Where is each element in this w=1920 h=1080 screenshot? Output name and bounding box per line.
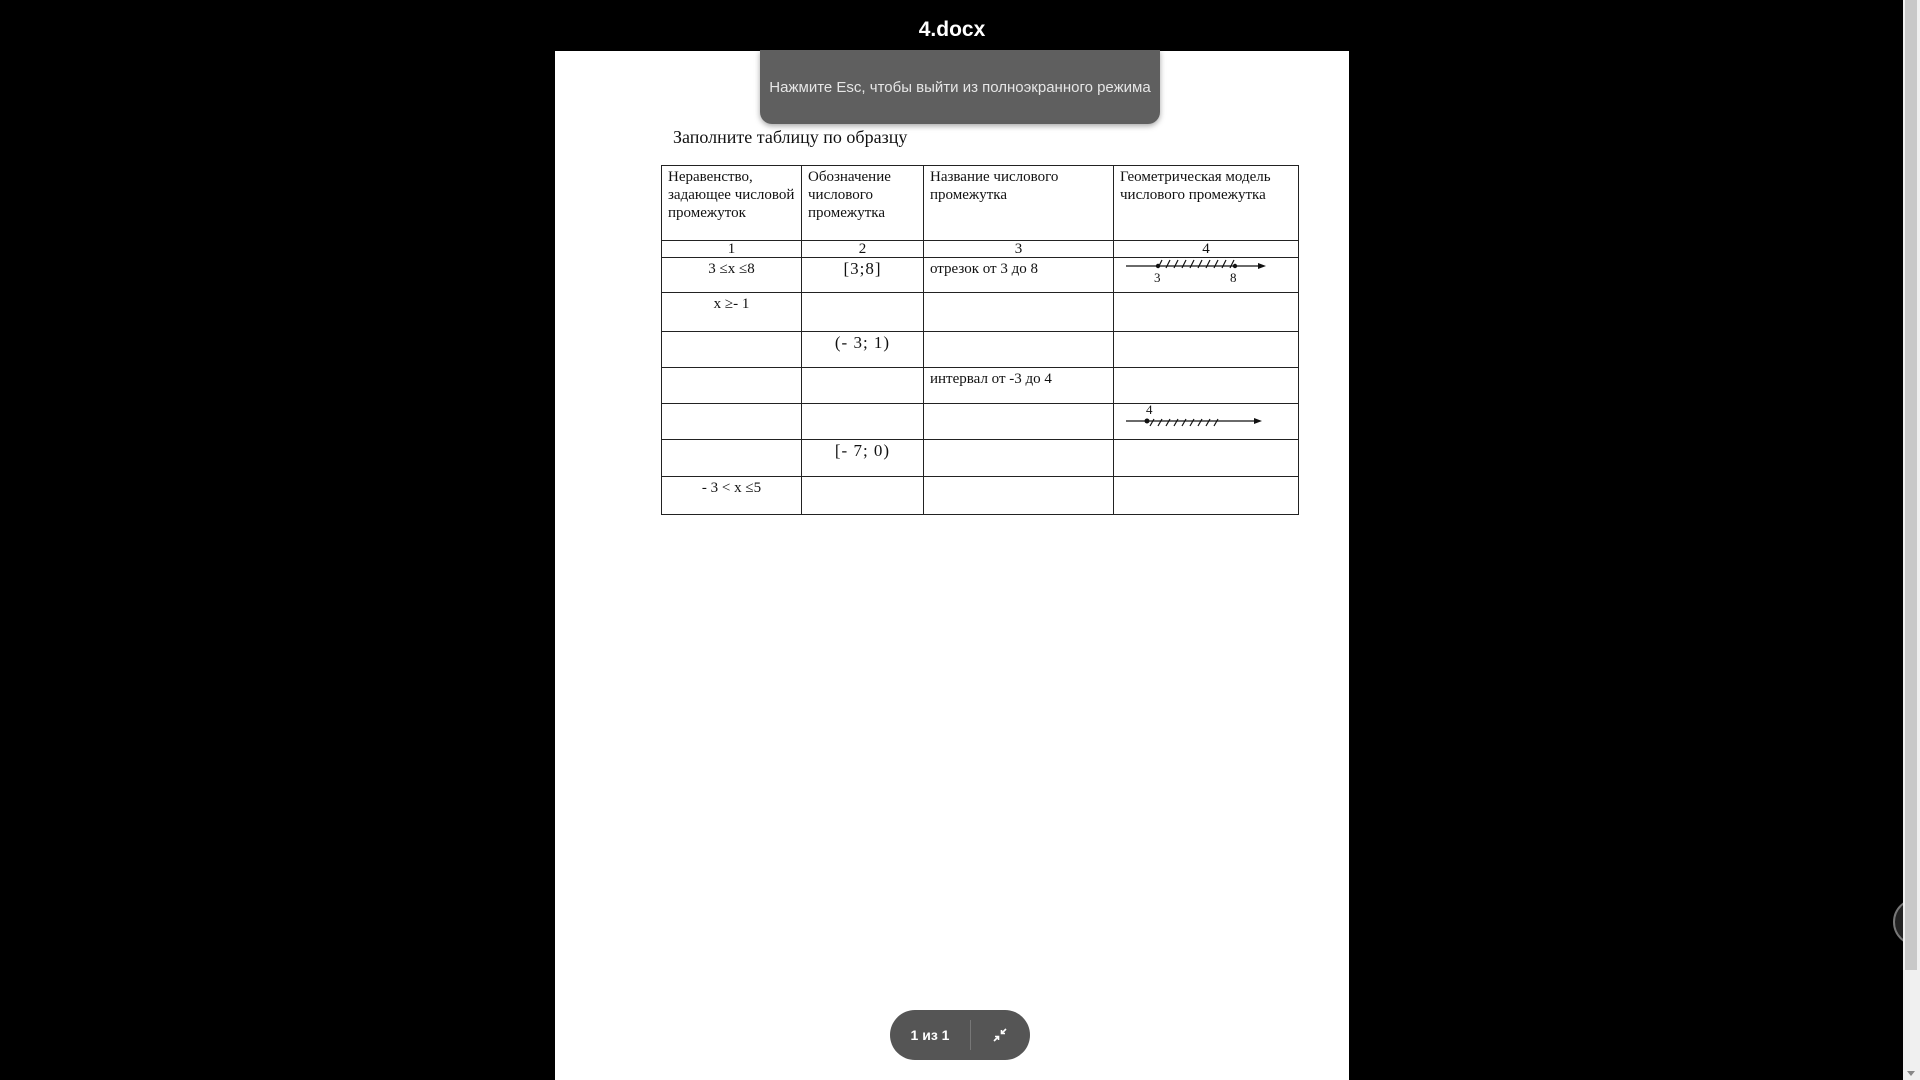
exit-fullscreen-icon [992,1027,1008,1043]
model-cell [1114,404,1299,440]
inequality-cell: 3 ≤x ≤8 [662,258,802,293]
notation-cell [802,293,924,332]
instruction-text: Заполните таблицу по образцу [673,127,908,147]
point-label-right: 8 [1230,270,1237,285]
name-cell: интервал от -3 до 4 [924,368,1114,404]
header-notation: Обозначение числового промежутка [802,166,924,241]
notation-cell [802,368,924,404]
number-line-segment [1120,260,1292,290]
name-cell [924,477,1114,515]
name-cell [924,404,1114,440]
notation-cell: [- 7; 0) [802,440,924,477]
page-controls [890,1010,1030,1060]
inequality-cell: x ≥- 1 [662,293,802,332]
intervals-table [661,165,1299,515]
header-inequality: Неравенство, задающее числовой промежуток [662,166,802,241]
name-cell [924,293,1114,332]
scrollbar-thumb[interactable] [1905,0,1917,970]
column-number: 4 [1114,241,1299,258]
vertical-scrollbar[interactable] [1903,0,1920,1080]
model-cell [1114,258,1299,293]
table-row [662,293,1299,332]
exit-fullscreen-button[interactable] [971,1027,1029,1043]
table-header-row [662,166,1299,241]
inequality-cell [662,440,802,477]
inequality-cell [662,404,802,440]
notation-cell: [3;8] [802,258,924,293]
point-label-left: 3 [1154,270,1161,285]
table-row [662,477,1299,515]
table-row [662,368,1299,404]
name-cell [924,332,1114,368]
column-number-row [662,241,1299,258]
notation-cell: (- 3; 1) [802,332,924,368]
model-cell [1114,293,1299,332]
point-label: 4 [1146,402,1153,417]
scroll-down-arrow-icon[interactable] [1907,1071,1915,1076]
inequality-cell [662,368,802,404]
inequality-cell: - 3 < x ≤5 [662,477,802,515]
header-model: Геометрическая модель числового промежутка [1114,166,1299,241]
column-number: 3 [924,241,1114,258]
header-name: Название числового промежутка [924,166,1114,241]
model-cell [1114,368,1299,404]
table-row [662,258,1299,293]
model-cell [1114,332,1299,368]
notation-cell [802,404,924,440]
document-page [555,51,1349,1080]
model-cell [1114,440,1299,477]
table-row [662,440,1299,477]
name-cell: отрезок от 3 до 8 [924,258,1114,293]
number-line-ray [1120,402,1292,436]
model-cell [1114,477,1299,515]
notation-cell [802,477,924,515]
fullscreen-exit-hint: Нажмите Esc, чтобы выйти из полноэкранного режима [760,50,1160,124]
table-row [662,332,1299,368]
column-number: 1 [662,241,802,258]
table-row [662,404,1299,440]
inequality-cell [662,332,802,368]
page-indicator: 1 из 1 [910,1027,950,1043]
name-cell [924,440,1114,477]
document-title: 4.docx [918,18,986,41]
column-number: 2 [802,241,924,258]
